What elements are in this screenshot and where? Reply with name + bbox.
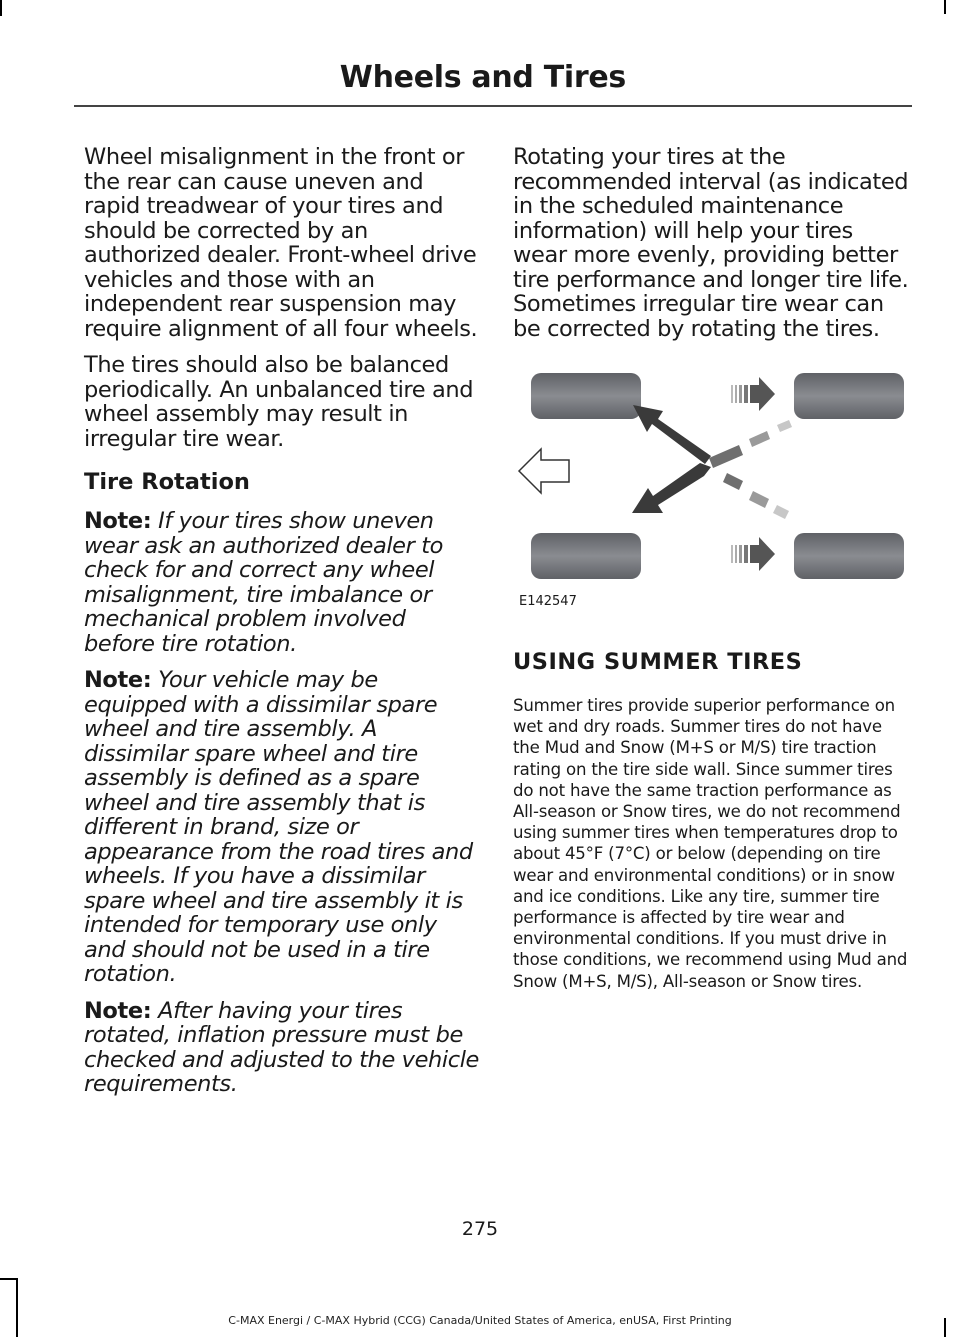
tire-rear-left: [531, 533, 641, 579]
tire-front-right: [794, 373, 904, 419]
note-uneven-wear: [84, 509, 480, 656]
note-dissimilar-spare: [84, 668, 480, 987]
crop-mark-top-left: [0, 0, 2, 16]
note-text: If your tires show uneven wear ask an authorized dealer to check for and correct any wheel misalignment, tire imbalance or mechanical problem involved before tire rotation.: [84, 508, 444, 657]
left-column: [84, 145, 480, 1109]
rotation-arrow-to-rear: [632, 463, 711, 513]
header-rule: [74, 105, 912, 107]
summer-tires-heading: USING SUMMER TIRES: [513, 649, 803, 675]
alignment-paragraph: Wheel misalignment in the front or the rear can cause uneven and rapid treadwear of your tires and should be corrected by an authorized dealer. Front-wheel drive vehicles and those with an independent rear suspension may require alignment of all four wheels.: [84, 144, 478, 342]
diagonal-dashes: [709, 420, 792, 519]
tire-rotation-heading: Tire Rotation: [84, 469, 250, 495]
right-column: [513, 145, 909, 992]
rotation-paragraph: Rotating your tires at the recommended interval (as indicated in the scheduled maintenance information) will help your tires wear more evenly, providing better tire performance and longer tire life. Sometimes irregular tire wear can be corrected by rotating the tires.: [513, 144, 909, 342]
balancing-paragraph: The tires should also be balanced periodically. An unbalanced tire and wheel assembly may result in irregular tire wear.: [84, 352, 474, 452]
forward-direction-arrow: [519, 449, 569, 493]
summer-tires-paragraph: Summer tires provide superior performance on wet and dry roads. Summer tires do not have the Mud and Snow (M+S or M/S) tire traction rating on the tire side wall. Since summer tires do not have the same traction performance as All-season or Snow tires, we do not recommend using summer tires when temperatures drop to about 45°F (7°C) or below (depending on tire wear and environmental conditions) or in snow and ice conditions. Like any tire, summer tire performance is affected by tire wear and environmental conditions. If you must drive in those conditions, we recommend using Mud and Snow (M+S, M/S), All-season or Snow tires.: [513, 696, 908, 991]
note-inflation-pressure: [84, 999, 480, 1097]
note-label: Note:: [84, 667, 152, 693]
note-text: Your vehicle may be equipped with a dissimilar spare wheel and tire assembly. A dissimilar spare wheel and tire assembly is defined as a spare wheel and tire assembly that is different in brand, size or appearance from the road tires and wheels. If you have a dissimilar spare wheel and tire assembly it is intended for temporary use only and should not be used in a tire rotation.: [84, 667, 473, 987]
note-label: Note:: [84, 997, 152, 1024]
page-number: 275: [461, 1218, 499, 1240]
note-label: Note:: [84, 508, 152, 534]
figure-code: E142547: [519, 594, 577, 609]
dashed-arrow-top: [731, 377, 775, 411]
tire-rear-right: [794, 533, 904, 579]
crop-mark-top-right: [944, 0, 946, 14]
tire-front-left: [531, 373, 641, 419]
crop-mark-bottom-left-v: [16, 1278, 18, 1337]
footer-text: C-MAX Energi / C-MAX Hybrid (CCG) Canada/United States of America, enUSA, First Printing: [228, 1314, 732, 1327]
rotation-arrow-to-front: [633, 405, 711, 464]
rotation-diagram-svg: [513, 363, 909, 623]
tire-rotation-diagram: [513, 363, 909, 623]
note-text: After having your tires rotated, inflation pressure must be checked and adjusted to the vehicle requirements.: [84, 997, 479, 1097]
page-title: Wheels and Tires: [339, 60, 626, 95]
dashed-arrow-bottom: [731, 537, 775, 571]
